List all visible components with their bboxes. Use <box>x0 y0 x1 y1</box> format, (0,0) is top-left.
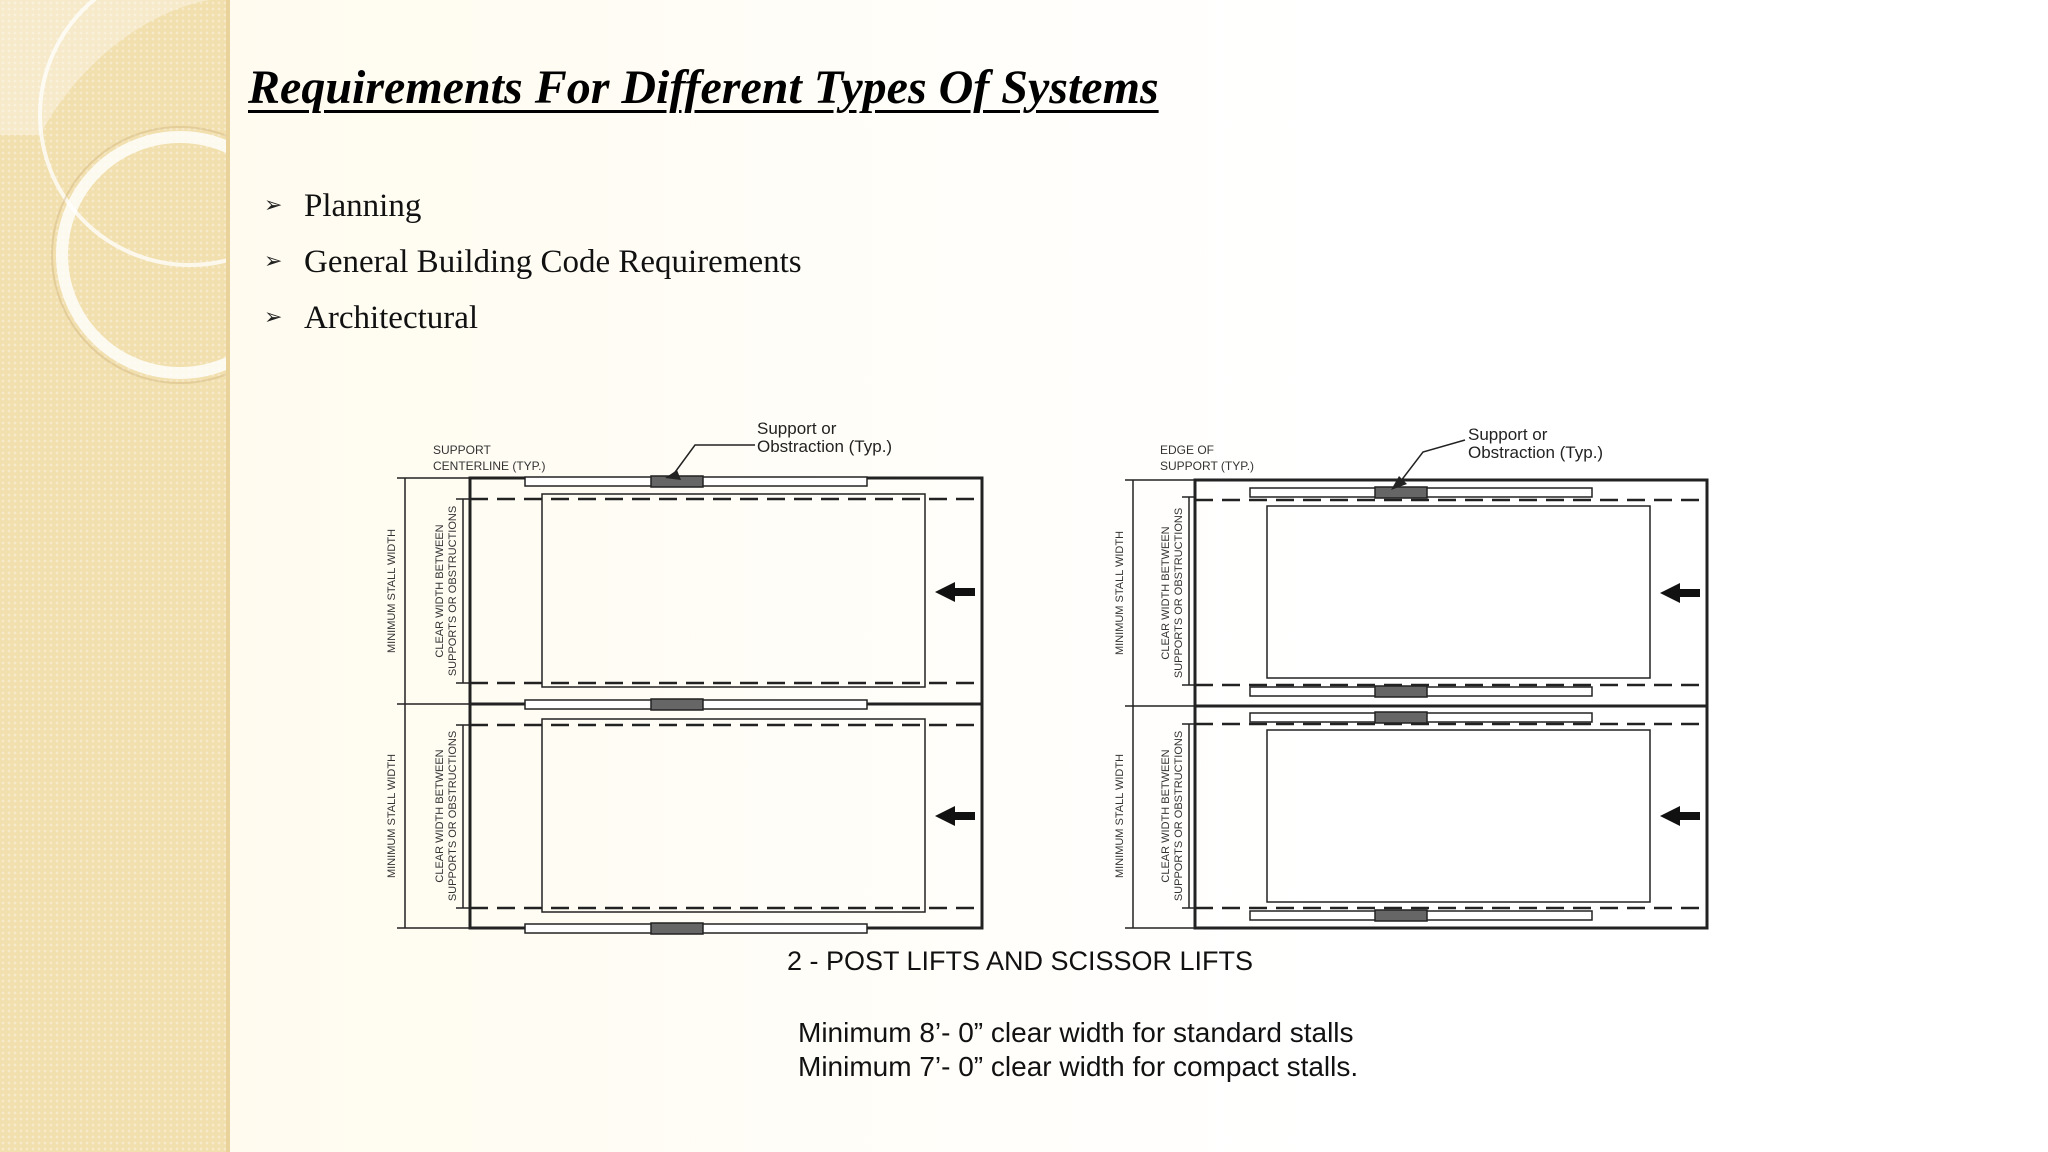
clear-width-label: SUPPORTS OR OBSTRUCTIONS <box>447 730 459 902</box>
min-stall-width-label: MINIMUM STALL WIDTH <box>386 753 398 879</box>
clear-width-label: CLEAR WIDTH BETWEEN <box>434 524 446 658</box>
bullet-item-planning <box>264 178 802 234</box>
min-stall-width-label: MINIMUM STALL WIDTH <box>386 528 398 654</box>
callout-label: Support or <box>757 419 837 438</box>
right-panel <box>1125 440 1707 928</box>
callout-label: Support or <box>1468 425 1548 444</box>
entry-arrow-icon <box>935 582 975 602</box>
support-centerline-label: CENTERLINE (TYP.) <box>433 459 546 473</box>
min-stall-width-label: MINIMUM STALL WIDTH <box>1114 530 1126 656</box>
entry-arrow-icon <box>1660 806 1700 826</box>
clear-width-label: SUPPORTS OR OBSTRUCTIONS <box>447 505 459 677</box>
clear-width-label: SUPPORTS OR OBSTRUCTIONS <box>1173 730 1185 902</box>
arrowhead-bullet-icon: ➢ <box>264 305 283 330</box>
clear-width-label: CLEAR WIDTH BETWEEN <box>1160 526 1172 660</box>
bullet-item-architectural <box>264 290 802 346</box>
left-panel <box>397 445 982 934</box>
clear-width-label: CLEAR WIDTH BETWEEN <box>1160 749 1172 883</box>
clearance-note-standard: Minimum 8’- 0” clear width for standard stalls <box>798 1017 1354 1048</box>
lift-stall-diagram <box>325 400 1845 1100</box>
bullet-label: Architectural <box>304 300 479 336</box>
diagram-caption: 2 - POST LIFTS AND SCISSOR LIFTS <box>786 946 1254 976</box>
min-stall-width-label: MINIMUM STALL WIDTH <box>1114 753 1126 879</box>
bullet-item-building-code <box>264 234 802 290</box>
support-centerline-label: SUPPORT <box>433 443 491 457</box>
edge-of-support-label: EDGE OF <box>1160 443 1215 457</box>
clear-width-label: CLEAR WIDTH BETWEEN <box>434 749 446 883</box>
callout-label: Obstraction (Typ.) <box>1468 443 1604 462</box>
entry-arrow-icon <box>1660 583 1700 603</box>
decorative-rings-icon <box>0 0 228 1152</box>
arrowhead-bullet-icon: ➢ <box>264 249 283 274</box>
clearance-note-compact: Minimum 7’- 0” clear width for compact stalls. <box>798 1051 1359 1082</box>
decorative-sidebar <box>0 0 228 1152</box>
bullet-list <box>264 178 802 346</box>
edge-of-support-label: SUPPORT (TYP.) <box>1160 459 1255 473</box>
bullet-label: Planning <box>304 188 422 224</box>
slide-title: Requirements For Different Types Of Systems <box>248 61 1159 114</box>
bullet-label: General Building Code Requirements <box>304 244 802 280</box>
arrowhead-bullet-icon: ➢ <box>264 193 283 218</box>
entry-arrow-icon <box>935 806 975 826</box>
callout-label: Obstraction (Typ.) <box>757 437 893 456</box>
slide-content <box>230 0 2048 1152</box>
clear-width-label: SUPPORTS OR OBSTRUCTIONS <box>1173 507 1185 679</box>
